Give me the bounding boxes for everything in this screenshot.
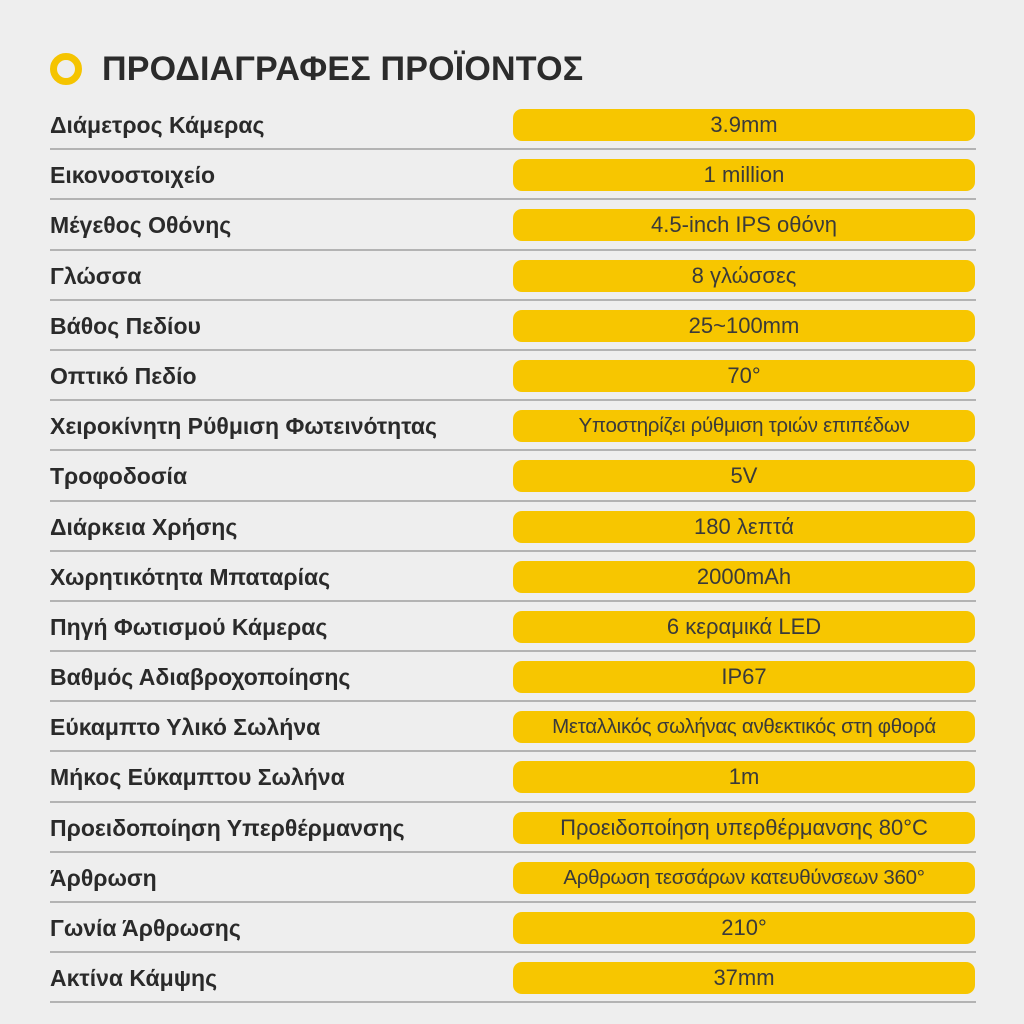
spec-row	[50, 752, 976, 802]
spec-row	[50, 953, 976, 1003]
page-header	[50, 44, 583, 94]
spec-value: Αρθρωση τεσσάρων κατευθύνσεων 360°	[513, 862, 975, 894]
spec-label: Γωνία Άρθρωσης	[50, 915, 241, 941]
spec-row	[50, 552, 976, 602]
spec-label: Εύκαμπτο Υλικό Σωλήνα	[50, 714, 321, 741]
spec-value: 1 million	[513, 159, 975, 191]
spec-label: Βαθμός Αδιαβροχοποίησης	[50, 664, 351, 691]
spec-label: Προειδοποίηση Υπερθέρμανσης	[50, 814, 405, 841]
spec-value: IP67	[513, 661, 975, 693]
spec-label: Βάθος Πεδίου	[50, 312, 201, 339]
spec-label: Χειροκίνητη Ρύθμιση Φωτεινότητας	[50, 413, 437, 440]
spec-value: 70°	[513, 360, 975, 392]
spec-label: Εικονοστοιχείο	[50, 162, 216, 189]
spec-value: 210°	[513, 912, 975, 944]
spec-label: Ακτίνα Κάμψης	[50, 965, 218, 992]
spec-label: Μέγεθος Οθόνης	[50, 212, 232, 239]
spec-row	[50, 602, 976, 652]
spec-value: 1m	[513, 761, 975, 793]
spec-row	[50, 903, 976, 953]
spec-row	[50, 200, 976, 250]
spec-value: 2000mAh	[513, 561, 975, 593]
spec-value: 3.9mm	[513, 109, 975, 141]
spec-label: Γλώσσα	[50, 262, 142, 289]
spec-value: Μεταλλικός σωλήνας ανθεκτικός στη φθορά	[513, 711, 975, 743]
spec-table	[50, 100, 976, 1003]
spec-row	[50, 853, 976, 903]
spec-row	[50, 502, 976, 552]
spec-value: 6 κεραμικά LED	[513, 611, 975, 643]
spec-value: 5V	[513, 460, 975, 492]
spec-label: Διάμετρος Κάμερας	[50, 112, 265, 138]
spec-label: Άρθρωση	[50, 864, 157, 891]
spec-row	[50, 150, 976, 200]
spec-label: Τροφοδοσία	[50, 463, 188, 490]
spec-value: 180 λεπτά	[513, 511, 975, 543]
spec-value: 4.5-inch IPS οθόνη	[513, 209, 975, 241]
spec-value: 25~100mm	[513, 310, 975, 342]
spec-label: Χωρητικότητα Μπαταρίας	[50, 563, 331, 590]
ring-icon	[50, 53, 82, 85]
spec-row	[50, 301, 976, 351]
spec-row	[50, 451, 976, 501]
spec-row	[50, 652, 976, 702]
spec-row	[50, 803, 976, 853]
spec-row	[50, 702, 976, 752]
spec-value: Υποστηρίζει ρύθμιση τριών επιπέδων	[513, 410, 975, 442]
spec-value: Προειδοποίηση υπερθέρμανσης 80°C	[513, 812, 975, 844]
spec-label: Πηγή Φωτισμού Κάμερας	[50, 613, 328, 640]
page-title: ΠΡΟΔΙΑΓΡΑΦΕΣ ΠΡΟΪΟΝΤΟΣ	[102, 49, 584, 88]
spec-value: 37mm	[513, 962, 975, 994]
spec-row	[50, 401, 976, 451]
spec-label: Μήκος Εύκαμπτου Σωλήνα	[50, 764, 345, 791]
spec-label: Οπτικό Πεδίο	[50, 362, 197, 389]
spec-row	[50, 251, 976, 301]
spec-label: Διάρκεια Χρήσης	[50, 513, 238, 540]
spec-value: 8 γλώσσες	[513, 260, 975, 292]
spec-row	[50, 100, 976, 150]
spec-row	[50, 351, 976, 401]
